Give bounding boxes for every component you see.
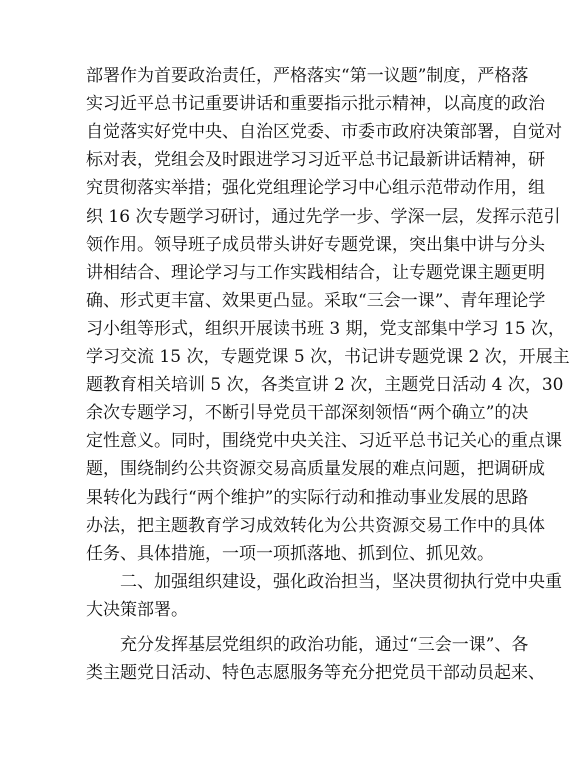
paragraph-0-line-15: 果转化为践行“两个维护”的实际行动和推动事业发展的思路 bbox=[86, 487, 529, 508]
paragraph-0-line-0: 部署作为首要政治责任，严格落实“第一议题”制度，严格落 bbox=[86, 66, 529, 86]
paragraph-0-line-14: 题，围绕制约公共资源交易高质量发展的难点问题，把调研成 bbox=[86, 459, 545, 480]
paragraph-1-line-0: 二、加强组织建设，强化政治担当，坚决贯彻执行党中央重 bbox=[120, 572, 562, 592]
paragraph-0-line-7: 讲相结合、理论学习与工作实践相结合，让专题党课主题更明 bbox=[86, 262, 545, 283]
paragraph-2-line-1: 类主题党日活动、特色志愿服务等充分把党员干部动员起来、 bbox=[86, 663, 545, 684]
paragraph-0-line-16: 办法，把主题教育学习成效转化为公共资源交易工作中的具体 bbox=[86, 515, 545, 536]
paragraph-0-line-5: 织 16 次专题学习研讨，通过先学一步、学深一层，发挥示范引 bbox=[86, 206, 561, 227]
paragraph-0-line-2: 自觉落实好党中央、自治区党委、市委市政府决策部署，自觉对 bbox=[86, 122, 562, 143]
paragraph-0-line-12: 余次专题学习，不断引导党员干部深刻领悟“两个确立”的决 bbox=[86, 403, 529, 424]
paragraph-0-line-8: 确、形式更丰富、效果更凸显。采取“三会一课”、青年理论学 bbox=[86, 290, 546, 311]
paragraph-0-line-3: 标对表，党组会及时跟进学习习近平总书记最新讲话精神，研 bbox=[86, 150, 545, 171]
paragraph-0-line-4: 究贯彻落实举措；强化党组理论学习中心组示范带动作用，组 bbox=[86, 178, 545, 199]
paragraph-1-line-1: 大决策部署。 bbox=[86, 600, 188, 621]
paragraph-0-line-1: 实习近平总书记重要讲话和重要指示批示精神，以高度的政治 bbox=[86, 94, 545, 115]
paragraph-0-line-11: 题教育相关培训 5 次，各类宣讲 2 次，主题党日活动 4 次，30 bbox=[86, 375, 564, 396]
paragraph-2-line-0: 充分发挥基层党组织的政治功能，通过“三会一课”、各 bbox=[120, 635, 529, 655]
paragraph-0-line-17: 任务、具体措施，一项一项抓落地、抓到位、抓见效。 bbox=[86, 543, 494, 564]
paragraph-0-line-10: 学习交流 15 次，专题党课 5 次，书记讲专题党课 2 次，开展主 bbox=[86, 347, 570, 367]
paragraph-0-line-13: 定性意义。同时，围绕党中央关注、习近平总书记关心的重点课 bbox=[86, 431, 562, 452]
paragraph-0-line-9: 习小组等形式，组织开展读书班 3 期，党支部集中学习 15 次， bbox=[86, 318, 566, 339]
paragraph-0-line-6: 领作用。领导班子成员带头讲好专题党课，突出集中讲与分头 bbox=[86, 234, 545, 255]
